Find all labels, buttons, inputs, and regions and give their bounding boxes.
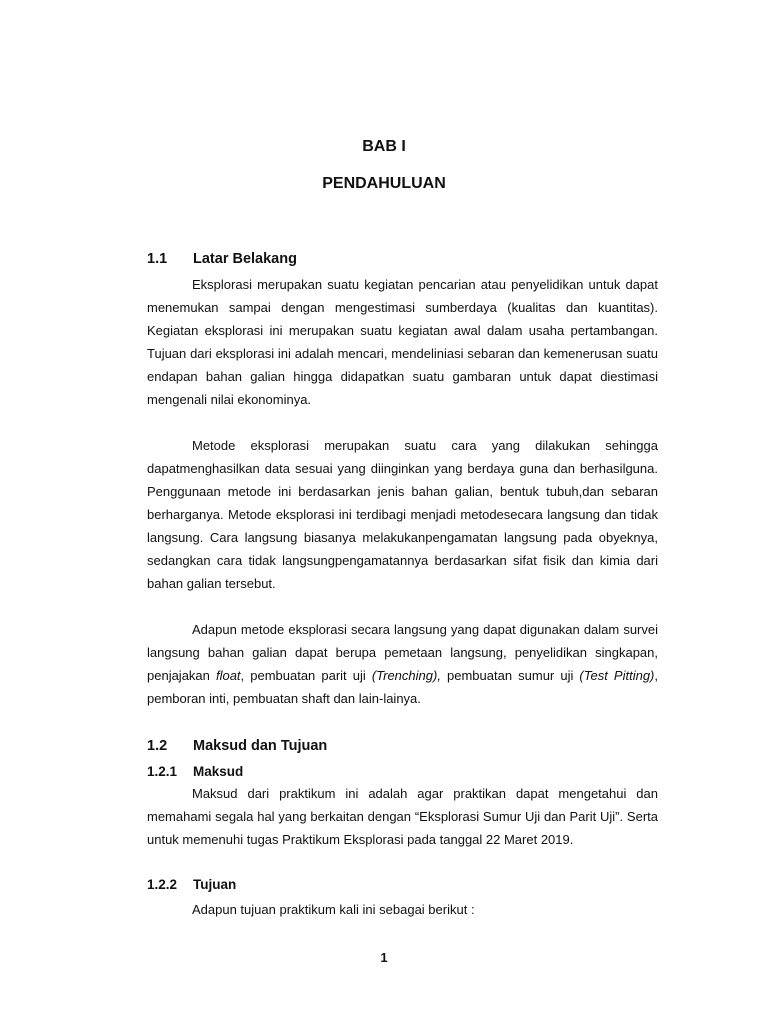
italic-term-trenching: (Trenching),	[371, 668, 441, 683]
section-heading-1-2-1	[147, 764, 243, 779]
paragraph-latar-belakang-2: Metode eksplorasi merupakan suatu cara yang dilakukan sehingga dapatmenghasilkan data sesuai yang diinginkan yang berdaya guna dan berhasilguna. Penggunaan metode ini berdasarkan jenis bahan galian, bentuk tubuh,dan sebaran berharganya. Metode eksplorasi ini terdibagi menjadi metodesecara langsung dan tidak langsung. Cara langsung biasanya melakukanpengamatan langsung pada obyeknya, sedangkan cara tidak langsungpengamatannya berdasarkan sifat fisik dan kimia dari bahan galian tersebut.	[147, 438, 658, 591]
paragraph-maksud: Maksud dari praktikum ini adalah agar praktikan dapat mengetahui dan memahami segala hal yang berkaitan dengan “Eksplorasi Sumur Uji dan Parit Uji”. Serta untuk memenuhi tugas Praktikum Eksplorasi pada tanggal 22 Maret 2019.	[147, 786, 658, 847]
section-number: 1.2.2	[147, 877, 178, 892]
italic-term-test-pitting: (Test Pitting)	[579, 668, 655, 683]
page-number: 1	[380, 950, 388, 965]
text-run: Adapun metode eksplorasi secara langsung yang dapat digunakan dalam survei langsung bahan galian dapat berupa pemetaan langsung, penyelidikan singkapan, penjajakan	[147, 622, 658, 683]
text-run: pembuatan sumur uji	[440, 668, 580, 683]
section-title: Maksud dan Tujuan	[193, 738, 328, 754]
chapter-label: BAB I	[362, 138, 406, 155]
text-run: , pembuatan parit uji	[240, 668, 372, 683]
section-number: 1.2.1	[147, 764, 178, 779]
section-title: Tujuan	[193, 877, 237, 892]
chapter-title: PENDAHULUAN	[322, 175, 446, 192]
text-run: , pemboran inti, pembuatan shaft dan lain-lainya.	[147, 668, 659, 706]
italic-term-float: float	[215, 668, 241, 683]
section-title: Maksud	[193, 764, 244, 779]
paragraph-latar-belakang-1: Eksplorasi merupakan suatu kegiatan pencarian atau penyelidikan untuk dapat menemukan sampai dengan mengestimasi sumberdaya (kualitas dan kuantitas). Kegiatan eksplorasi ini merupakan suatu kegiatan awal dalam usaha pertambangan. Tujuan dari eksplorasi ini adalah mencari, mendeliniasi sebaran dan kemenerusan suatu endapan bahan galian hingga didapatkan suatu gambaran untuk dapat diestimasi mengenali nilai ekonominya.	[147, 277, 658, 407]
section-number: 1.1	[147, 251, 168, 267]
section-heading-1-2	[147, 738, 327, 754]
section-heading-1-2-2	[147, 877, 236, 892]
paragraph-latar-belakang-3	[147, 618, 658, 710]
section-title: Latar Belakang	[193, 251, 297, 267]
paragraph-tujuan: Adapun tujuan praktikum kali ini sebagai berikut :	[192, 902, 475, 917]
section-number: 1.2	[147, 738, 168, 754]
section-heading-1-1	[147, 251, 297, 267]
